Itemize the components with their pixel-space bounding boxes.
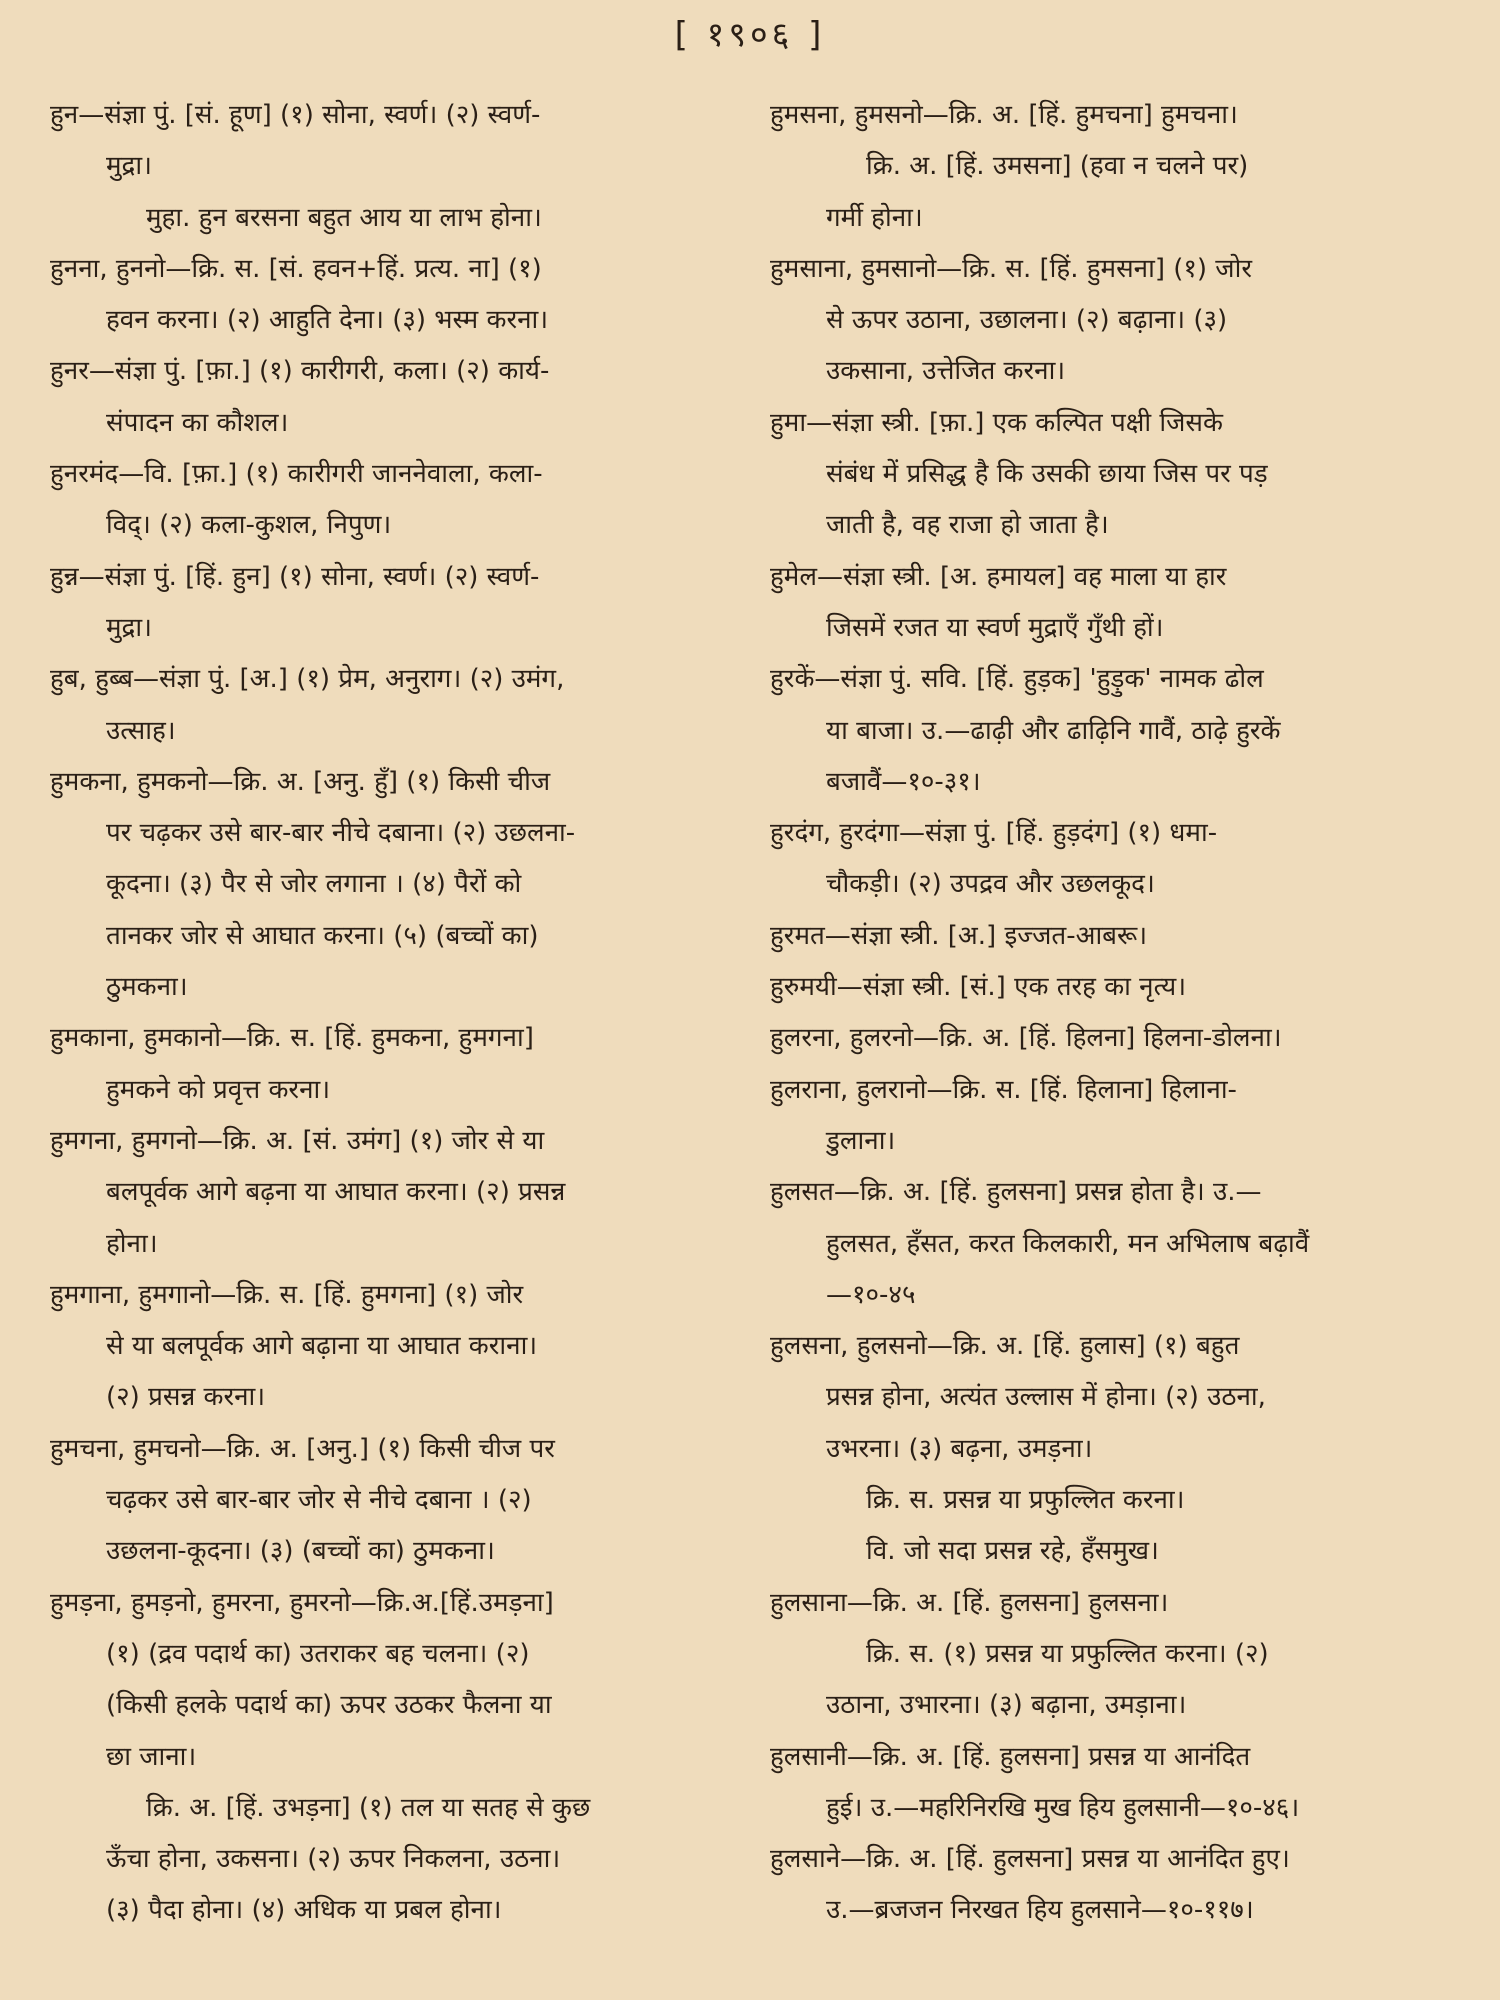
entry-line: विद्। (२) कला-कुशल, निपुण। bbox=[106, 510, 392, 541]
entry-line: मुद्रा। bbox=[106, 151, 152, 182]
entry-line: हुई। उ.—महरिनिरखि मुख हिय हुलसानी—१०-४६। bbox=[826, 1792, 1300, 1823]
entry-line: हुमेल—संज्ञा स्त्री. [अ. हमायल] वह माला या हार bbox=[770, 561, 1227, 592]
entry-line: संबंध में प्रसिद्ध है कि उसकी छाया जिस पर पड़ bbox=[826, 459, 1268, 490]
entry-line: (३) पैदा होना। (४) अधिक या प्रबल होना। bbox=[106, 1895, 502, 1926]
entry-line: हुब, हुब्ब—संज्ञा पुं. [अ.] (१) प्रेम, अनुराग। (२) उमंग, bbox=[50, 664, 565, 695]
entry-line: उकसाना, उत्तेजित करना। bbox=[826, 356, 1066, 387]
entry-line: संपादन का कौशल। bbox=[106, 407, 289, 438]
entry-line: हुमगना, हुमगनो—क्रि. अ. [सं. उमंग] (१) जोर से या bbox=[50, 1125, 545, 1156]
entry-line: चढ़कर उसे बार-बार जोर से नीचे दबाना । (२) bbox=[106, 1485, 532, 1516]
entry-line: हुरमत—संज्ञा स्त्री. [अ.] इज्जत-आबरू। bbox=[770, 920, 1148, 951]
entry-line: जिसमें रजत या स्वर्ण मुद्राएँ गुँथी हों। bbox=[826, 612, 1164, 643]
entry-line: हुलराना, हुलरानो—क्रि. स. [हिं. हिलाना] हिलाना- bbox=[770, 1074, 1237, 1105]
entry-line: हुनरमंद—वि. [फ़ा.] (१) कारीगरी जाननेवाला, कला- bbox=[50, 459, 543, 490]
entry-line: (किसी हलके पदार्थ का) ऊपर उठकर फैलना या bbox=[106, 1690, 552, 1721]
entry-line: बलपूर्वक आगे बढ़ना या आघात करना। (२) प्रसन्न bbox=[106, 1177, 566, 1208]
entry-line: से या बलपूर्वक आगे बढ़ाना या आघात कराना। bbox=[106, 1331, 538, 1362]
entry-line: हुमसना, हुमसनो—क्रि. अ. [हिं. हुमचना] हुमचना। bbox=[770, 100, 1238, 130]
entry-line: उ.—ब्रजजन निरखत हिय हुलसाने—१०-११७। bbox=[826, 1895, 1254, 1926]
entry-line: हुलसना, हुलसनो—क्रि. अ. [हिं. हुलास] (१) बहुत bbox=[770, 1331, 1240, 1362]
left-column bbox=[50, 90, 730, 1937]
entry-line: हुमड़ना, हुमड़नो, हुमरना, हुमरनो—क्रि.अ.[हिं.उमड़ना] bbox=[50, 1587, 554, 1618]
entry-line: उठाना, उभारना। (३) बढ़ाना, उमड़ाना। bbox=[826, 1690, 1187, 1721]
entry-line: मुहा. हुन बरसना बहुत आय या लाभ होना। bbox=[146, 202, 542, 233]
entry-line: (१) (द्रव पदार्थ का) उतराकर बह चलना। (२) bbox=[106, 1638, 530, 1669]
entry-line: क्रि. स. प्रसन्न या प्रफुल्लित करना। bbox=[866, 1485, 1185, 1516]
entry-line: हुरकें—संज्ञा पुं. सवि. [हिं. हुड़क] 'हुड़ुक' नामक ढोल bbox=[770, 664, 1264, 695]
entry-line: हुमकने को प्रवृत्त करना। bbox=[106, 1074, 331, 1105]
entry-line: उछलना-कूदना। (३) (बच्चों का) ठुमकना। bbox=[106, 1536, 495, 1567]
entry-line: —१०-४५ bbox=[826, 1279, 916, 1310]
entry-line: या बाजा। उ.—ढाढ़ी और ढाढ़िनि गावैं, ठाढ़े हुरकें bbox=[826, 715, 1281, 746]
entry-line: मुद्रा। bbox=[106, 612, 152, 643]
entry-line: कूदना। (३) पैर से जोर लगाना । (४) पैरों को bbox=[106, 869, 522, 900]
entry-line: हुलसत, हँसत, करत किलकारी, मन अभिलाष बढ़ावैं bbox=[826, 1228, 1310, 1259]
entry-line: हुनना, हुननो—क्रि. स. [सं. हवन+हिं. प्रत्य. ना] (१) bbox=[50, 253, 542, 284]
entry-line: (२) प्रसन्न करना। bbox=[106, 1382, 266, 1413]
entry-line: जाती है, वह राजा हो जाता है। bbox=[826, 510, 1109, 541]
entry-line: हुमसाना, हुमसानो—क्रि. स. [हिं. हुमसना] (१) जोर bbox=[770, 253, 1252, 284]
entry-line: हुरुमयी—संज्ञा स्त्री. [सं.] एक तरह का नृत्य। bbox=[770, 972, 1187, 1003]
entry-line: छा जाना। bbox=[106, 1741, 197, 1772]
entry-line: हुनर—संज्ञा पुं. [फ़ा.] (१) कारीगरी, कला। (२) कार्य- bbox=[50, 356, 550, 387]
entry-line: हुन—संज्ञा पुं. [सं. हूण] (१) सोना, स्वर्ण। (२) स्वर्ण- bbox=[50, 100, 541, 130]
entry-line: हुमकना, हुमकनो—क्रि. अ. [अनु. हुँ] (१) किसी चीज bbox=[50, 766, 551, 797]
entry-line: हुन्न—संज्ञा पुं. [हिं. हुन] (१) सोना, स्वर्ण। (२) स्वर्ण- bbox=[50, 561, 540, 592]
entry-line: क्रि. अ. [हिं. उभड़ना] (१) तल या सतह से कुछ bbox=[146, 1792, 591, 1823]
entry-line: तानकर जोर से आघात करना। (५) (बच्चों का) bbox=[106, 920, 539, 951]
entry-line: हवन करना। (२) आहुति देना। (३) भस्म करना। bbox=[106, 305, 549, 336]
entry-line: उत्साह। bbox=[106, 715, 176, 746]
entry-line: हुरदंग, हुरदंगा—संज्ञा पुं. [हिं. हुड़दंग] (१) धमा- bbox=[770, 818, 1218, 849]
entry-line: हुलसत—क्रि. अ. [हिं. हुलसना] प्रसन्न होता है। उ.— bbox=[770, 1177, 1262, 1208]
entry-line: हुमा—संज्ञा स्त्री. [फ़ा.] एक कल्पित पक्षी जिसके bbox=[770, 407, 1223, 438]
entry-line: हुलरना, हुलरनो—क्रि. अ. [हिं. हिलना] हिलना-डोलना। bbox=[770, 1023, 1282, 1054]
entry-line: प्रसन्न होना, अत्यंत उल्लास में होना। (२) उठना, bbox=[826, 1382, 1266, 1413]
entry-line: हुमचना, हुमचनो—क्रि. अ. [अनु.] (१) किसी चीज पर bbox=[50, 1433, 555, 1464]
entry-line: पर चढ़कर उसे बार-बार नीचे दबाना। (२) उछलना- bbox=[106, 818, 576, 849]
page-number: [ १९०६ ] bbox=[674, 15, 826, 55]
entry-line: हुलसाने—क्रि. अ. [हिं. हुलसना] प्रसन्न या आनंदित हुए। bbox=[770, 1844, 1290, 1875]
entry-line: से ऊपर उठाना, उछालना। (२) बढ़ाना। (३) bbox=[826, 305, 1228, 336]
entry-line: हुलसानी—क्रि. अ. [हिं. हुलसना] प्रसन्न या आनंदित bbox=[770, 1741, 1251, 1772]
entry-line: होना। bbox=[106, 1228, 158, 1259]
entry-line: ऊँचा होना, उकसना। (२) ऊपर निकलना, उठना। bbox=[106, 1844, 561, 1875]
entry-line: क्रि. स. (१) प्रसन्न या प्रफुल्लित करना। (२) bbox=[866, 1638, 1269, 1669]
entry-line: गर्मी होना। bbox=[826, 202, 923, 233]
entry-line: चौकड़ी। (२) उपद्रव और उछलकूद। bbox=[826, 869, 1155, 900]
entry-line: हुलसाना—क्रि. अ. [हिं. हुलसना] हुलसना। bbox=[770, 1587, 1169, 1618]
entry-line: हुमकाना, हुमकानो—क्रि. स. [हिं. हुमकना, हुमगना] bbox=[50, 1023, 534, 1054]
entry-line: हुमगाना, हुमगानो—क्रि. स. [हिं. हुमगना] (१) जोर bbox=[50, 1279, 524, 1310]
entry-line: उभरना। (३) बढ़ना, उमड़ना। bbox=[826, 1433, 1093, 1464]
entry-line: डुलाना। bbox=[826, 1125, 896, 1156]
entry-line: ठुमकना। bbox=[106, 972, 188, 1003]
entry-line: क्रि. अ. [हिं. उमसना] (हवा न चलने पर) bbox=[866, 151, 1249, 182]
entry-line: बजावैं—१०-३१। bbox=[826, 766, 981, 797]
entry-line: वि. जो सदा प्रसन्न रहे, हँसमुख। bbox=[866, 1536, 1159, 1567]
right-column bbox=[770, 90, 1450, 1937]
